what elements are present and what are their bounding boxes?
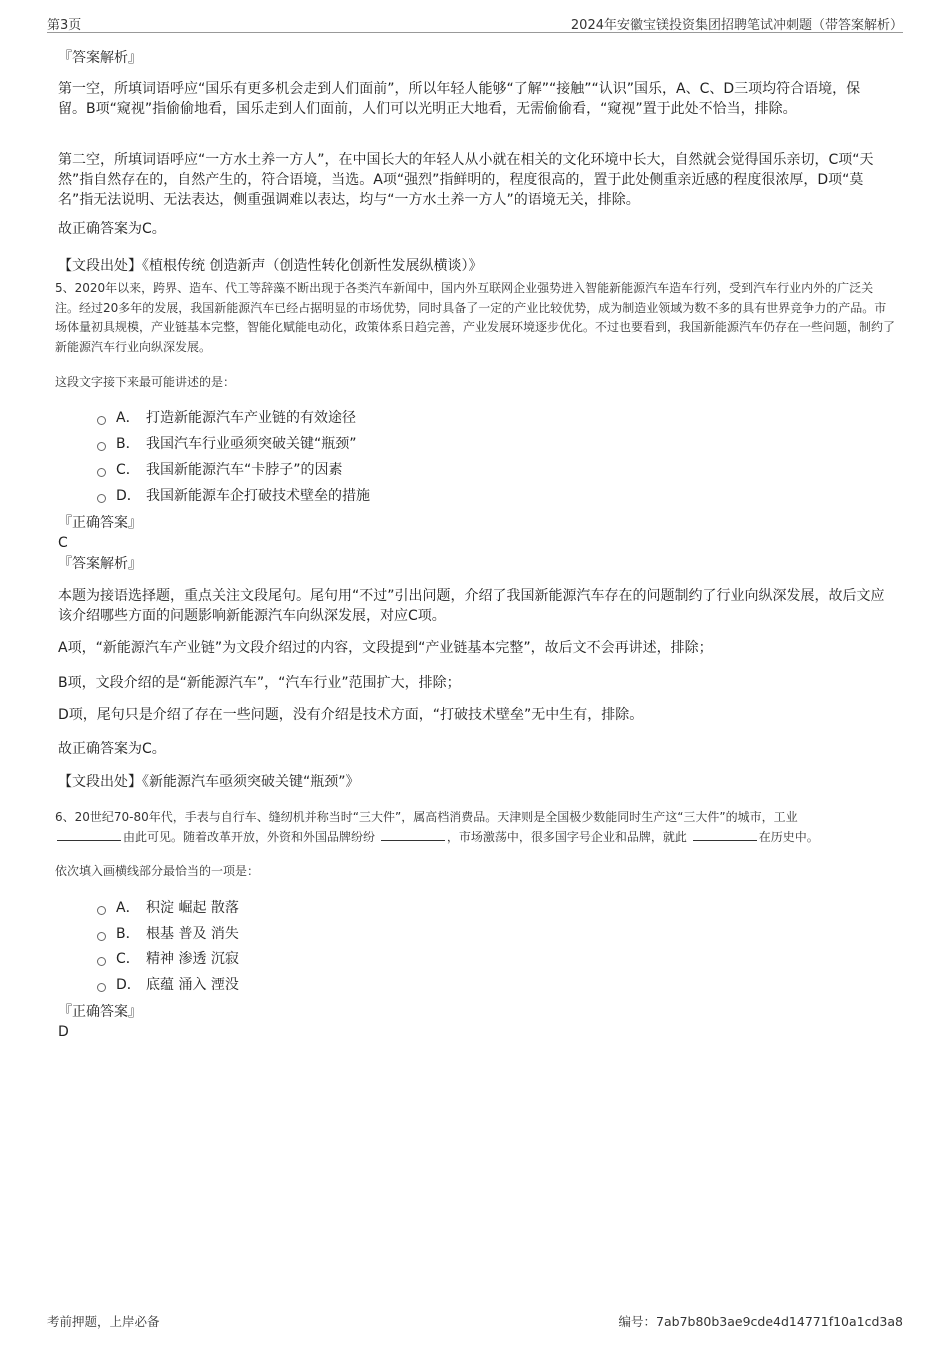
q5-option-b[interactable] xyxy=(97,434,357,454)
option-letter: B． xyxy=(116,436,140,452)
radio-icon[interactable] xyxy=(97,442,106,451)
q5-option-c[interactable] xyxy=(97,460,343,480)
option-text: 我国新能源车企打破技术壁垒的措施 xyxy=(146,488,370,504)
q5-answer-title: 『正确答案』 xyxy=(58,515,142,531)
option-letter: D． xyxy=(116,488,141,504)
q4-analysis-p2: 第二空，所填词语呼应“一方水土养一方人”，在中国长大的年轻人从小就在相关的文化环境中长大，自然就会觉得国乐亲切，C项“天然”指自然存在的，自然产生的，符合语境，当选。A项“强烈”指鲜明的，程度很高的，置于此处侧重亲近感的程度很浓厚，D项“莫名”指无法说明、无法表达，侧重强调难以表达，均与“一方水土养一方人”的语境无关，排除。 xyxy=(58,152,874,208)
q5-option-d[interactable] xyxy=(97,486,370,506)
q6-stem-part: 由此可见。随着改革开放，外资和外国品牌纷纷 xyxy=(123,829,376,844)
document-id: 编号：7ab7b80b3ae9cde4d14771f10a1cd3a8 xyxy=(618,1314,903,1329)
q5-analysis-p1: 本题为接语选择题，重点关注文段尾句。尾句用“不过”引出问题，介绍了我国新能源汽车存在的问题制约了行业向纵深发展，故后文应该介绍哪些方面的问题影响新能源汽车向纵深发展，对应C项。 xyxy=(58,588,885,624)
radio-icon[interactable] xyxy=(97,932,106,941)
q5-analysis-p3: B项，文段介绍的是“新能源汽车”，“汽车行业”范围扩大，排除； xyxy=(58,675,461,691)
document-title: 2024年安徽宝镁投资集团招聘笔试冲刺题（带答案解析） xyxy=(570,18,903,33)
blank-line xyxy=(381,828,445,841)
footer-slogan: 考前押题，上岸必备 xyxy=(47,1314,160,1329)
q6-option-b[interactable] xyxy=(97,924,239,944)
q5-stem: 5、2020年以来，跨界、造车、代工等辞藻不断出现于各类汽车新闻中，国内外互联网企业强势进入智能新能源汽车造车行列，受到汽车行业内外的广泛关注。经过20多年的发展，我国新能源汽车已经占据明显的市场优势，同时具备了一定的产业比较优势，成为制造业领域为数不多的具有世界竞争力的产品。市场体量初具规模，产业链基本完整，智能化赋能电动化，政策体系日趋完善，产业发展环境逐步优化。不过也要看到，我国新能源汽车仍存在一些问题，制约了新能源汽车行业向纵深发展。 xyxy=(55,281,896,354)
q4-analysis-p1: 第一空，所填词语呼应“国乐有更多机会走到人们面前”，所以年轻人能够“了解”“接触”“认识”国乐，A、C、D三项均符合语境，保留。B项“窥视”指偷偷地看，国乐走到人们面前，人们可以光明正大地看，无需偷偷看，“窥视”置于此处不恰当，排除。 xyxy=(58,81,861,117)
q6-answer: D xyxy=(58,1024,69,1040)
option-letter: B． xyxy=(116,926,140,942)
q6-option-c[interactable] xyxy=(97,949,239,969)
radio-icon[interactable] xyxy=(97,416,106,425)
q6-stem xyxy=(55,808,895,847)
option-text: 精神 渗透 沉寂 xyxy=(146,951,239,967)
q5-conclusion: 故正确答案为C。 xyxy=(58,741,166,757)
radio-icon[interactable] xyxy=(97,468,106,477)
option-text: 底蕴 涌入 湮没 xyxy=(146,977,239,993)
q5-analysis-p2: A项，“新能源汽车产业链”为文段介绍过的内容，文段提到“产业链基本完整”，故后文不会再讲述，排除； xyxy=(58,640,713,656)
option-text: 积淀 崛起 散落 xyxy=(146,900,239,916)
q4-analysis-title: 『答案解析』 xyxy=(58,50,142,66)
radio-icon[interactable] xyxy=(97,957,106,966)
q4-source: 【文段出处】《植根传统 创造新声（创造性转化创新性发展纵横谈）》 xyxy=(58,258,483,274)
radio-icon[interactable] xyxy=(97,983,106,992)
q6-option-d[interactable] xyxy=(97,975,239,995)
option-letter: C． xyxy=(116,951,140,967)
q5-prompt: 这段文字接下来最可能讲述的是： xyxy=(55,375,236,389)
q6-answer-title: 『正确答案』 xyxy=(58,1004,142,1020)
q6-stem-part: 在历史中。 xyxy=(758,829,819,844)
q5-source: 【文段出处】《新能源汽车亟须突破关键“瓶颈”》 xyxy=(58,774,360,790)
radio-icon[interactable] xyxy=(97,494,106,503)
q5-answer: C xyxy=(58,535,68,551)
q6-stem-part: ，市场激荡中，很多国字号企业和品牌，就此 xyxy=(446,829,687,844)
q4-conclusion: 故正确答案为C。 xyxy=(58,221,166,237)
option-text: 根基 普及 消失 xyxy=(146,926,239,942)
q5-option-a[interactable] xyxy=(97,408,356,428)
option-text: 打造新能源汽车产业链的有效途径 xyxy=(146,410,356,426)
option-text: 我国新能源汽车“卡脖子”的因素 xyxy=(146,462,343,478)
q6-stem-part: 6、20世纪70-80年代，手表与自行车、缝纫机并称当时“三大件”，属高档消费品。天津则是全国极少数能同时生产这“三大件”的城市，工业 xyxy=(55,810,798,824)
option-letter: C． xyxy=(116,462,140,478)
q6-option-a[interactable] xyxy=(97,898,239,918)
option-letter: D． xyxy=(116,977,141,993)
q5-analysis-p4: D项，尾句只是介绍了存在一些问题，没有介绍是技术方面，“打破技术壁垒”无中生有，排除。 xyxy=(58,707,644,723)
q6-prompt: 依次填入画横线部分最恰当的一项是： xyxy=(55,864,260,878)
radio-icon[interactable] xyxy=(97,906,106,915)
option-letter: A． xyxy=(116,900,140,916)
q5-analysis-title: 『答案解析』 xyxy=(58,556,142,572)
page-header xyxy=(47,12,903,33)
blank-line xyxy=(57,828,121,841)
blank-line xyxy=(693,828,757,841)
option-text: 我国汽车行业亟须突破关键“瓶颈” xyxy=(146,436,357,452)
option-letter: A． xyxy=(116,410,140,426)
page-number: 第3页 xyxy=(47,18,82,33)
